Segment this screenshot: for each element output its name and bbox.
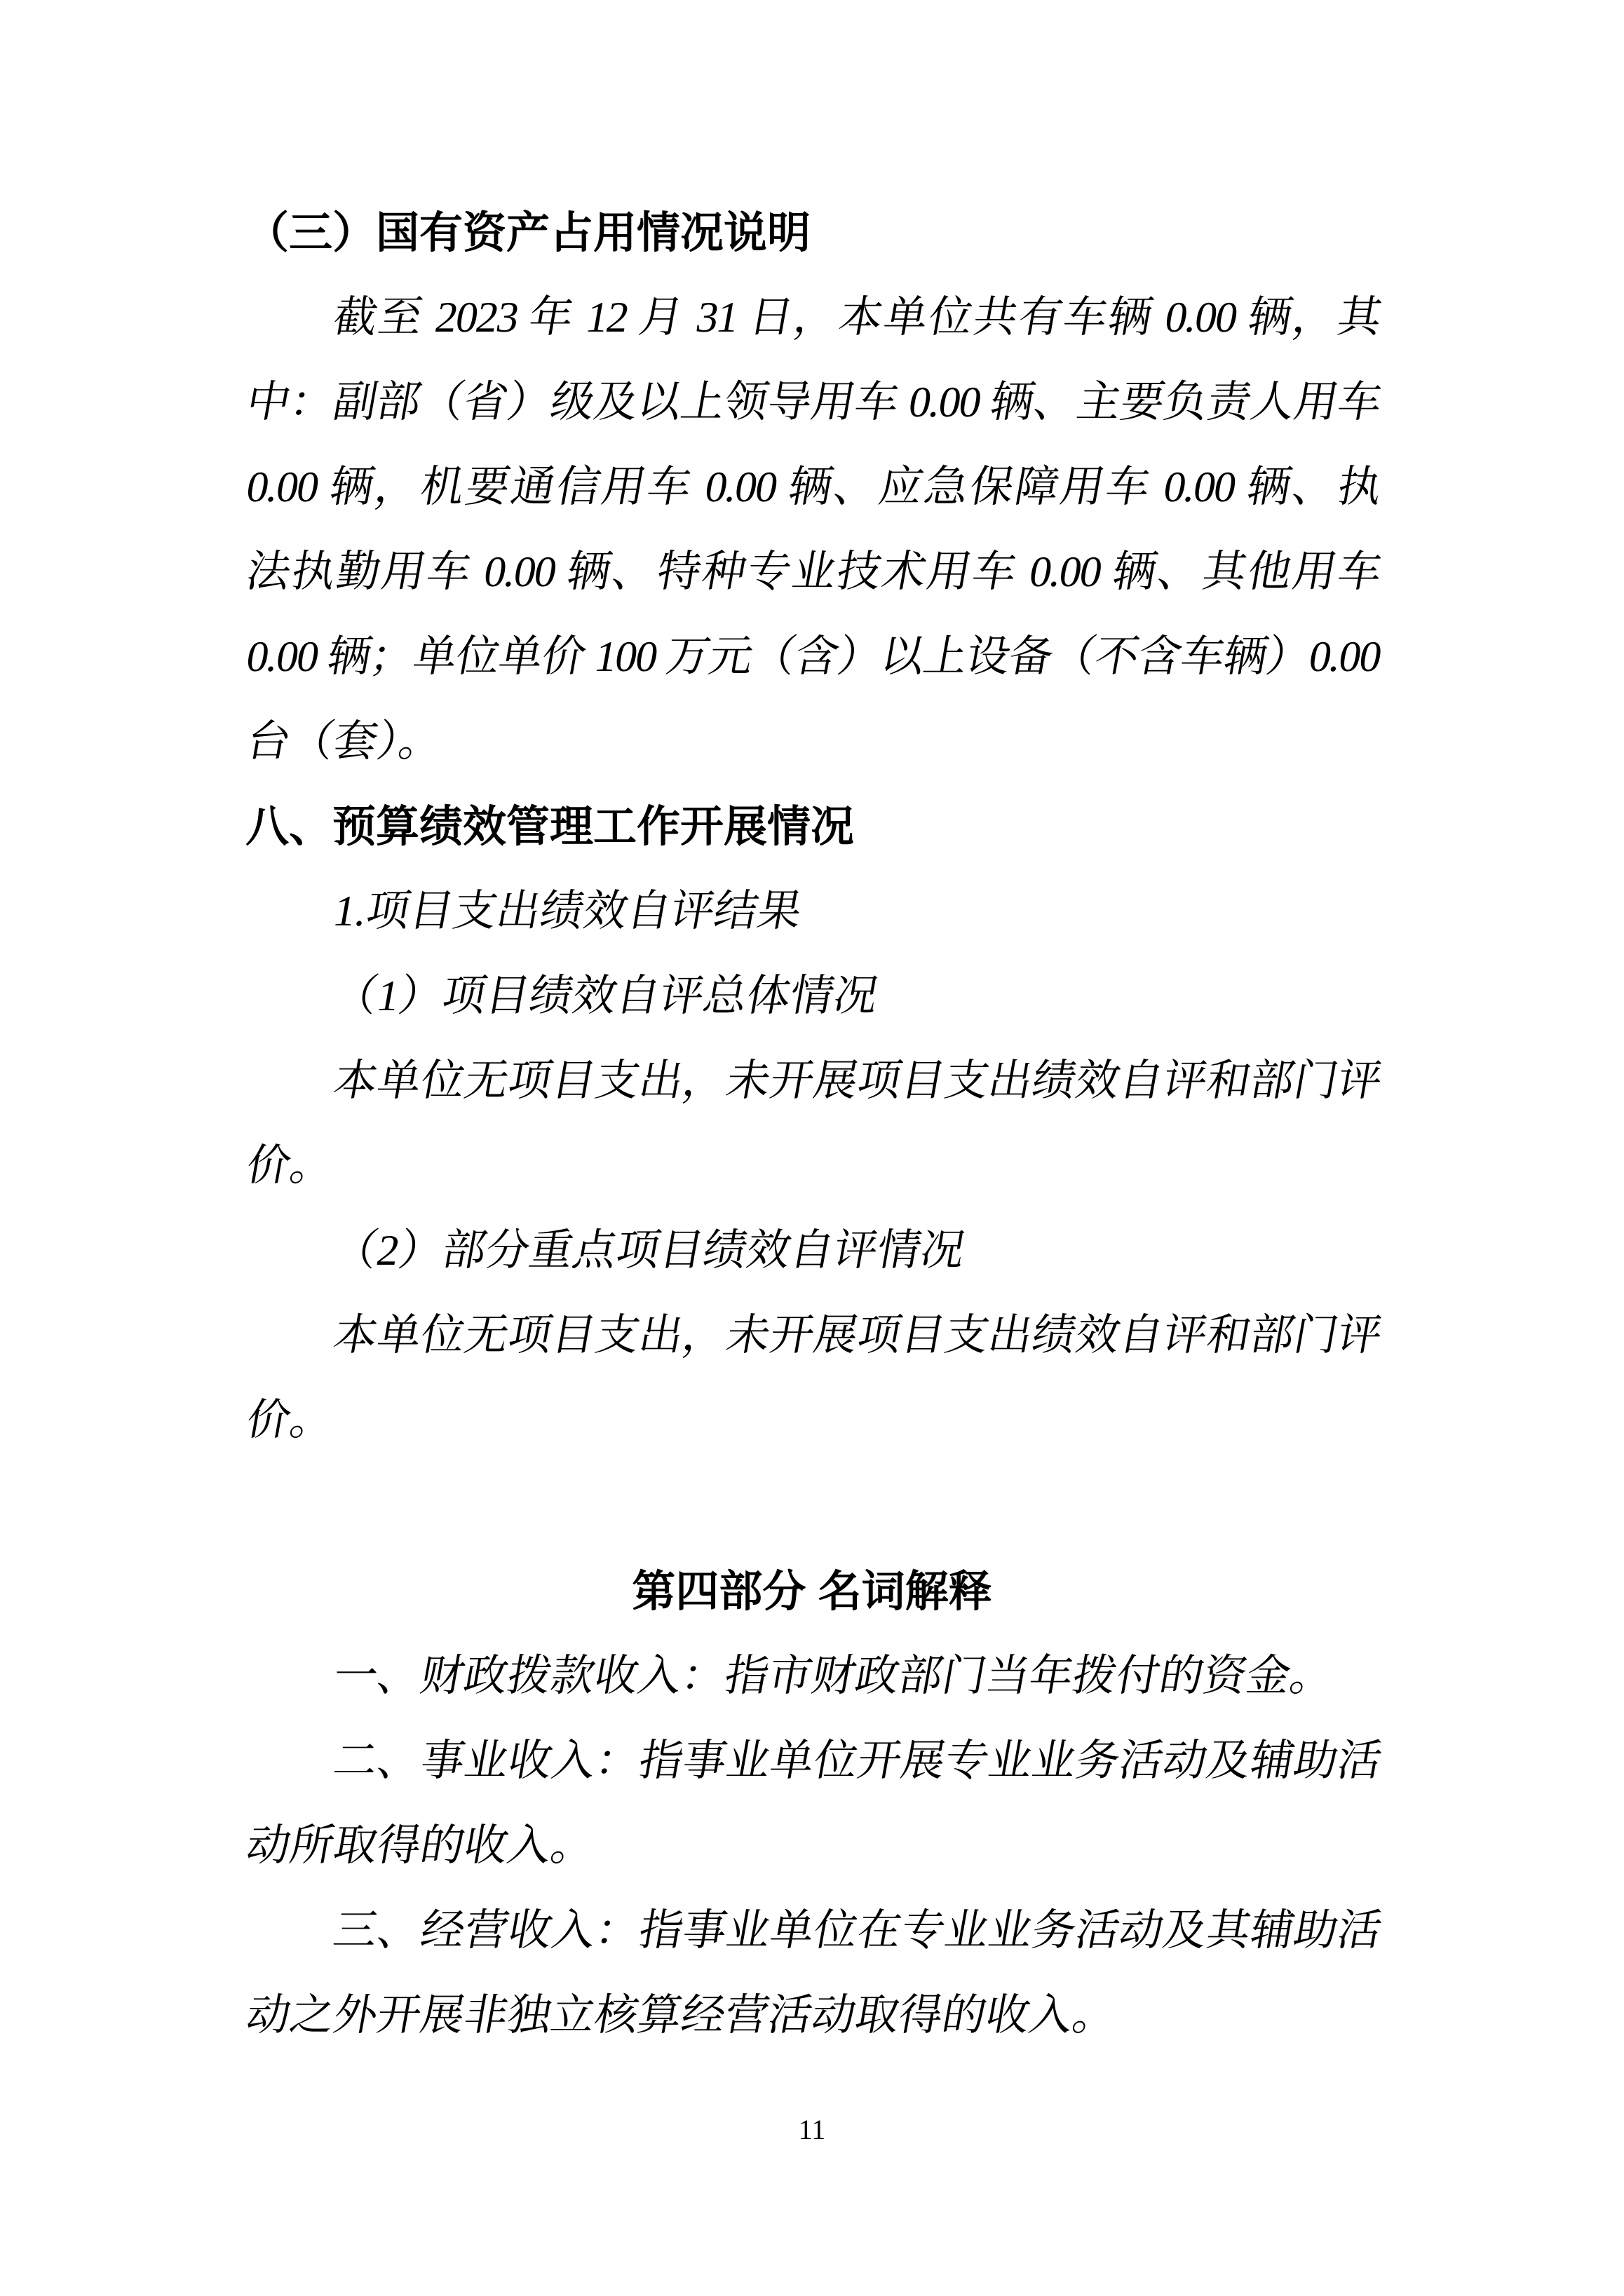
heading-performance-management: 八、预算绩效管理工作开展情况 [245, 803, 855, 851]
subheading-project-self-eval: 1.项目支出绩效自评结果 [330, 888, 806, 935]
para-assets-line-4: 法执勤用车 0.00 辆、特种专业技术用车 0.00 辆、其他用车 [243, 548, 1385, 596]
para-assets-line-2: 中：副部（省）级及以上领导用车 0.00 辆、主要负责人用车 [243, 379, 1385, 426]
para-def-operating-income-line-1: 三、经营收入：指事业单位在专业业务活动及其辅助活 [330, 1907, 1385, 1955]
para-def-institution-income-line-1: 二、事业收入：指事业单位开展专业业务活动及辅助活 [330, 1737, 1385, 1785]
para-assets-line-1: 截至 2023 年 12 月 31 日，本单位共有车辆 0.00 辆，其 [330, 294, 1385, 341]
para-no-project-eval2-line-2: 价。 [243, 1397, 339, 1444]
para-no-project-eval2-line-1: 本单位无项目支出，未开展项目支出绩效自评和部门评 [330, 1312, 1385, 1359]
para-assets-line-5: 0.00 辆；单位单价 100 万元（含）以上设备（不含车辆）0.00 [243, 633, 1385, 681]
subheading-overall-situation: （1）项目绩效自评总体情况 [330, 972, 882, 1020]
para-def-operating-income-line-2: 动之外开展非独立核算经营活动取得的收入。 [243, 1992, 1121, 2039]
para-assets-line-6: 台（套）。 [243, 718, 447, 766]
heading-state-assets-usage: （三）国有资产占用情况说明 [245, 209, 811, 257]
subheading-key-projects: （2）部分重点项目绩效自评情况 [330, 1227, 969, 1275]
page-number: 11 [798, 2114, 826, 2145]
para-no-project-eval1-line-2: 价。 [243, 1142, 339, 1190]
para-def-institution-income-line-2: 动所取得的收入。 [243, 1822, 600, 1870]
para-no-project-eval1-line-1: 本单位无项目支出，未开展项目支出绩效自评和部门评 [330, 1057, 1385, 1105]
heading-part4-glossary: 第四部分 名词解释 [632, 1568, 992, 1616]
para-assets-line-3: 0.00 辆，机要通信用车 0.00 辆、应急保障用车 0.00 辆、执 [243, 463, 1385, 511]
para-def-fiscal-income: 一、财政拨款收入：指市财政部门当年拨付的资金。 [330, 1652, 1339, 1700]
